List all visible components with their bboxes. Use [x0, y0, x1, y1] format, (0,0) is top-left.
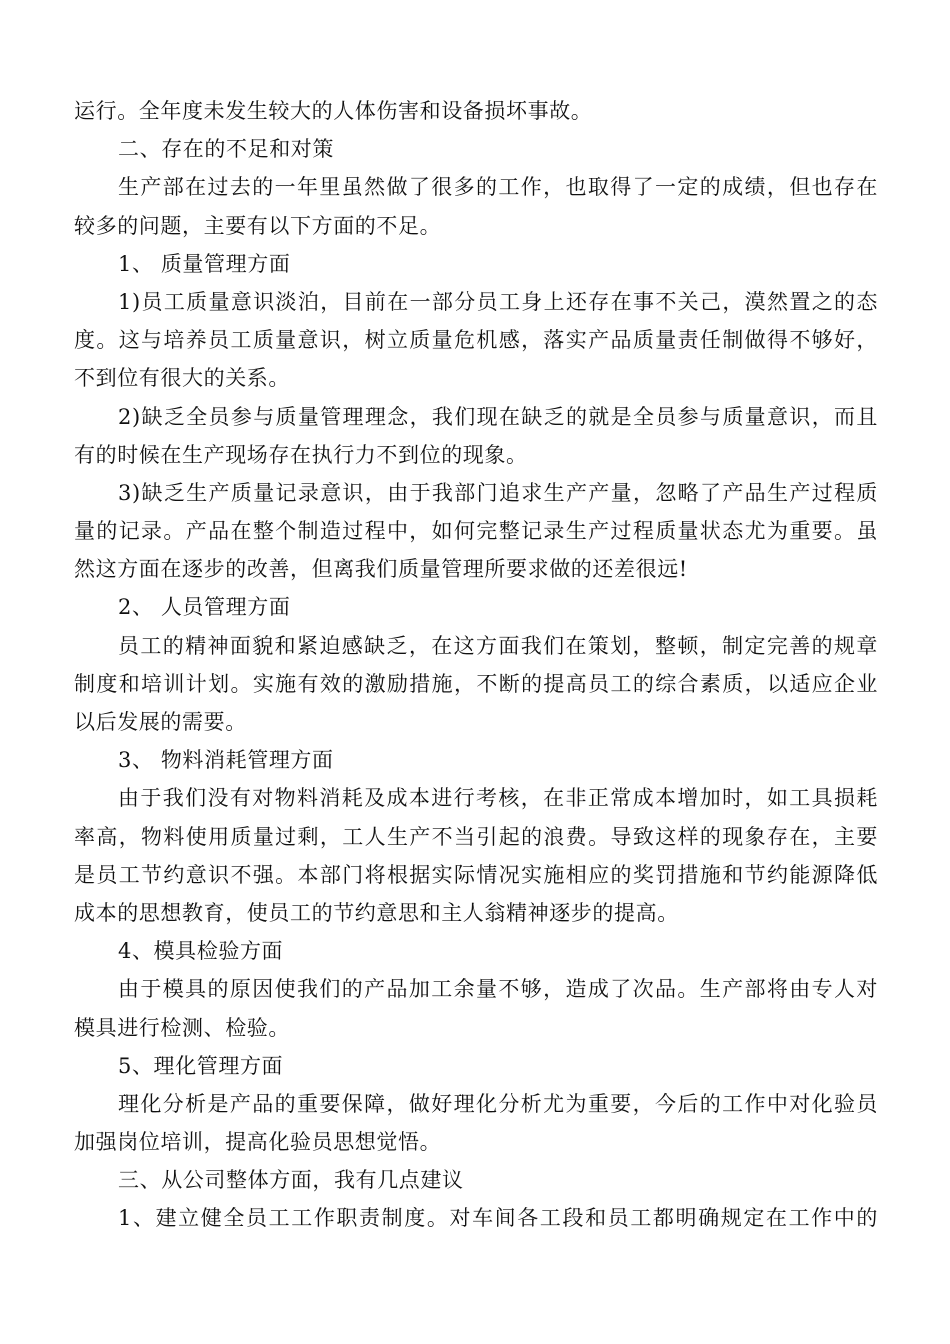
paragraph-line: 由于模具的原因使我们的产品加工余量不够，造成了次品。生产部将由专人对 — [118, 977, 878, 1002]
paragraph-line: 员工的精神面貌和紧迫感缺乏，在这方面我们在策划，整顿，制定完善的规章 — [118, 633, 878, 658]
paragraph-line: 2)缺乏全员参与质量管理理念，我们现在缺乏的就是全员参与质量意识，而且 — [118, 404, 878, 429]
paragraph-line: 加强岗位培训，提高化验员思想觉悟。 — [74, 1130, 442, 1155]
paragraph-line: 度。这与培养员工质量意识，树立质量危机感，落实产品质量责任制做得不够好， — [74, 328, 878, 353]
paragraph-line: 有的时候在生产现场存在执行力不到位的现象。 — [74, 442, 528, 467]
paragraph-line: 运行。全年度未发生较大的人体伤害和设备损坏事故。 — [74, 99, 593, 123]
paragraph-line: 量的记录。产品在整个制造过程中，如何完整记录生产过程质量状态尤为重要。虽 — [74, 519, 878, 544]
paragraph-line: 由于我们没有对物料消耗及成本进行考核，在非正常成本增加时，如工具损耗 — [118, 786, 878, 811]
paragraph-line: 以后发展的需要。 — [74, 710, 247, 734]
subsection-heading: 5、理化管理方面 — [118, 1053, 284, 1078]
paragraph-line: 是员工节约意识不强。本部门将根据实际情况实施相应的奖罚措施和节约能源降低 — [74, 862, 878, 887]
section-heading: 二、存在的不足和对策 — [118, 137, 334, 162]
section-heading: 三、从公司整体方面，我有几点建议 — [118, 1168, 464, 1193]
paragraph-line: 理化分析是产品的重要保障，做好理化分析尤为重要，今后的工作中对化验员 — [118, 1091, 878, 1116]
paragraph-line: 不到位有很大的关系。 — [74, 366, 290, 391]
paragraph-line: 1)员工质量意识淡泊，目前在一部分员工身上还存在事不关己，漠然置之的态 — [118, 289, 878, 314]
paragraph-line: 较多的问题，主要有以下方面的不足。 — [74, 213, 442, 238]
paragraph-line: 1、建立健全员工工作职责制度。对车间各工段和员工都明确规定在工作中的 — [118, 1206, 878, 1231]
paragraph-line: 成本的思想教育，使员工的节约意思和主人翁精神逐步的提高。 — [74, 900, 679, 925]
paragraph-line: 模具进行检测、检验。 — [74, 1015, 290, 1040]
paragraph-line: 生产部在过去的一年里虽然做了很多的工作，也取得了一定的成绩，但也存在 — [118, 175, 878, 200]
paragraph-line: 制度和培训计划。实施有效的激励措施，不断的提高员工的综合素质，以适应企业 — [74, 671, 878, 696]
document-body — [74, 92, 878, 1238]
subsection-heading: 2、 人员管理方面 — [118, 595, 291, 620]
subsection-heading: 3、 物料消耗管理方面 — [118, 748, 334, 773]
subsection-heading: 1、 质量管理方面 — [118, 251, 291, 276]
subsection-heading: 4、模具检验方面 — [118, 939, 284, 964]
paragraph-line: 率高，物料使用质量过剩，工人生产不当引起的浪费。导致这样的现象存在，主要 — [74, 824, 878, 849]
paragraph-line: 然这方面在逐步的改善，但离我们质量管理所要求做的还差很远! — [74, 557, 688, 582]
paragraph-line: 3)缺乏生产质量记录意识，由于我部门追求生产产量，忽略了产品生产过程质 — [118, 480, 878, 505]
